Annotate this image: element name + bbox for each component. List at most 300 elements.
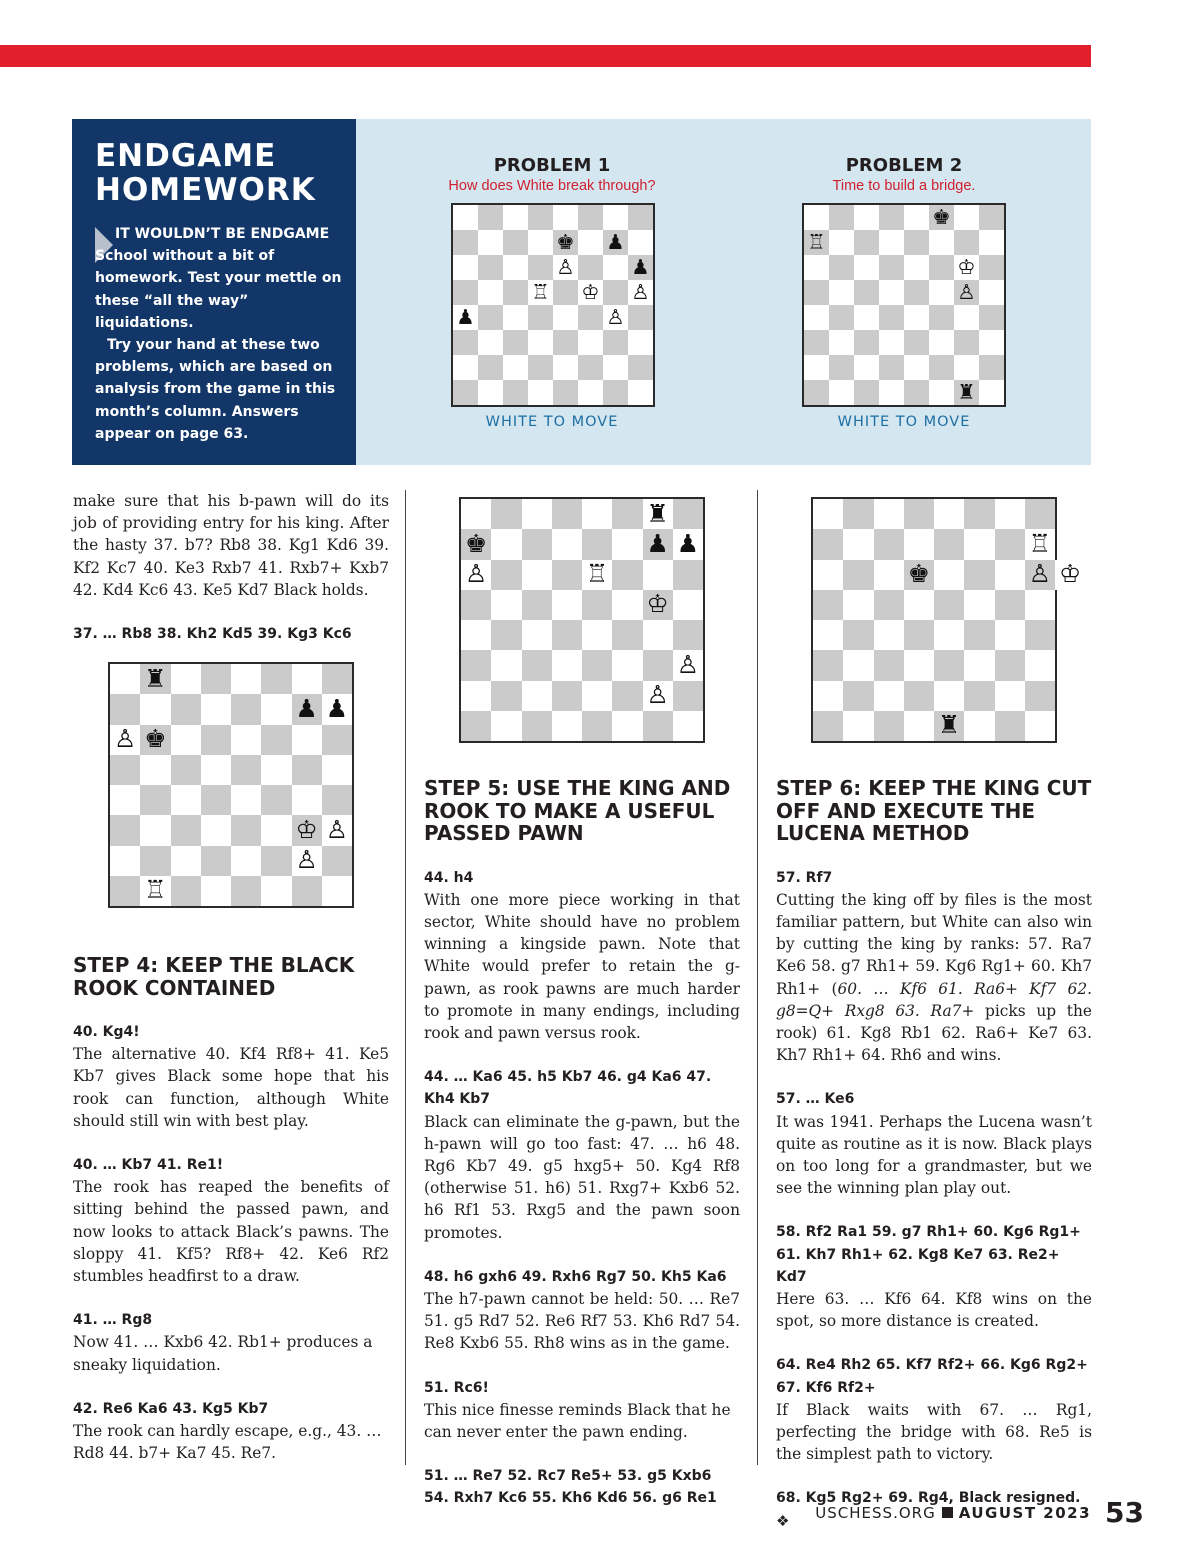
board-square — [904, 230, 929, 255]
board-square — [904, 560, 934, 590]
white-king-icon: ♔ — [957, 255, 976, 280]
board-square — [979, 380, 1004, 405]
board-square — [552, 620, 582, 650]
col3-text-63: Here 63. … Kf6 64. Kf8 wins on the spot, so more distance is created. — [776, 1289, 1092, 1331]
board-square — [854, 280, 879, 305]
board-square — [261, 664, 291, 694]
col1-text-40: The alternative 40. Kf4 Rf8+ 41. Ke5 Kb7 gives Black some hope that his rook can function, although White should still win with best play. — [73, 1045, 389, 1130]
board-square — [171, 785, 201, 815]
col3-move-57: 57. Rf7 — [776, 869, 833, 886]
black-rook-icon: ♜ — [646, 498, 669, 528]
board-square — [964, 620, 994, 650]
board-square — [553, 305, 578, 330]
black-pawn-icon: ♟ — [295, 693, 318, 723]
board-square — [954, 255, 979, 280]
board-square — [854, 205, 879, 230]
board-square — [201, 664, 231, 694]
board-square — [201, 785, 231, 815]
board-square — [603, 255, 628, 280]
col2-move-48: 48. h6 gxh6 49. Rxh6 Rg7 50. Kh5 Ka6 — [424, 1268, 727, 1285]
board-square — [292, 725, 322, 755]
board-square — [603, 380, 628, 405]
board-square — [582, 499, 612, 529]
board-square — [201, 815, 231, 845]
board-square — [643, 529, 673, 559]
board-square — [934, 650, 964, 680]
col3-move-58: 58. Rf2 Ra1 59. g7 Rh1+ 60. Kg6 Rg1+ 61. Kh7 Rh1+ 62. Kg8 Ke7 63. Re2+ Kd7 — [776, 1224, 1081, 1285]
board-square — [1025, 650, 1055, 680]
white-king-icon: ♔ — [1059, 559, 1082, 589]
board-square — [804, 230, 829, 255]
board-square — [854, 255, 879, 280]
board-square — [453, 330, 478, 355]
board-square — [995, 529, 1025, 559]
board-square — [934, 529, 964, 559]
board-square — [453, 255, 478, 280]
board-square — [231, 725, 261, 755]
black-rook-icon: ♜ — [938, 710, 961, 740]
problem-2-chessboard — [802, 203, 1006, 407]
board-square — [904, 280, 929, 305]
board-square — [322, 846, 352, 876]
board-square — [503, 355, 528, 380]
column-divider — [757, 490, 758, 1465]
board-square — [603, 355, 628, 380]
board-square — [879, 230, 904, 255]
board-square — [934, 560, 964, 590]
board-square — [954, 230, 979, 255]
board-square — [1025, 499, 1055, 529]
board-square — [110, 785, 140, 815]
board-square — [478, 355, 503, 380]
step-4-heading: STEP 4: KEEP THE BLACK ROOK CONTAINED — [73, 953, 355, 1000]
board-square — [522, 529, 552, 559]
board-square — [140, 694, 170, 724]
article-column-1-lower — [73, 954, 389, 1464]
board-square — [453, 205, 478, 230]
board-square — [578, 280, 603, 305]
problem-2-to-move: WHITE TO MOVE — [837, 414, 971, 430]
board-square — [322, 785, 352, 815]
board-square — [231, 815, 261, 845]
black-pawn-icon: ♟ — [606, 230, 625, 255]
board-square — [292, 846, 322, 876]
board-square — [140, 815, 170, 845]
board-square — [552, 560, 582, 590]
board-square — [612, 590, 642, 620]
board-square — [934, 620, 964, 650]
problem-1-title: PROBLEM 1 — [493, 155, 611, 176]
board-square — [964, 590, 994, 620]
board-square — [261, 725, 291, 755]
problem-1-to-move: WHITE TO MOVE — [485, 414, 619, 430]
board-square — [528, 230, 553, 255]
black-king-icon: ♚ — [465, 528, 488, 558]
board-square — [491, 529, 521, 559]
board-square — [528, 355, 553, 380]
board-square — [904, 330, 929, 355]
white-rook-icon: ♖ — [144, 875, 167, 905]
col3-text-67: If Black waits with 67. … Rg1, perfecting the bridge with 68. Re5 is the simplest path to victory. — [776, 1400, 1092, 1464]
board-square — [528, 305, 553, 330]
board-square — [552, 590, 582, 620]
board-square — [603, 280, 628, 305]
black-pawn-icon: ♟ — [456, 305, 475, 330]
board-square — [522, 590, 552, 620]
board-square — [612, 499, 642, 529]
board-square — [628, 355, 653, 380]
board-square — [110, 694, 140, 724]
board-square — [843, 529, 873, 559]
board-square — [522, 560, 552, 590]
board-square — [461, 499, 491, 529]
board-square — [964, 499, 994, 529]
board-square — [628, 330, 653, 355]
col2-text-47: Black can eliminate the g-pawn, but the h-pawn will go too fast: 47. … h6 48. Rg6 Kb7 49. g5 hxg5+ 50. Kg4 Rf8 (otherwise 51. h6) 51. Rxg7+ Kxb6 52. h6 Rf1 53. Rxg5 and the pawn soon promotes. — [424, 1112, 740, 1242]
col1-move-40b: 40. … Kb7 41. Re1! — [73, 1157, 224, 1174]
white-rook-icon: ♖ — [531, 280, 550, 305]
board-square — [643, 620, 673, 650]
board-square — [804, 255, 829, 280]
board-square — [904, 499, 934, 529]
black-king-icon: ♚ — [907, 559, 930, 589]
board-square — [904, 590, 934, 620]
white-pawn-icon: ♙ — [646, 680, 669, 710]
col3-text-57-italic: 60. … Kf6 61. Ra6+ Kf7 62. g8=Q+ Rxg8 63. Ra7 — [776, 979, 1092, 1020]
white-king-icon: ♔ — [581, 280, 600, 305]
board-square — [929, 330, 954, 355]
board-square — [552, 499, 582, 529]
board-square — [979, 255, 1004, 280]
board-square — [829, 255, 854, 280]
board-square — [578, 380, 603, 405]
board-square — [954, 380, 979, 405]
square-separator-icon — [942, 1507, 953, 1518]
step-5-heading: STEP 5: USE THE KING AND ROOK TO MAKE A USEFUL PASSED PAWN — [424, 776, 731, 845]
top-red-bar — [0, 45, 1091, 67]
col3-text-57-c: + picks up the rook) 61. Kg8 Rb1 62. Ra6+ Ke7 63. Kh7 Rh1+ 64. Rh6 and wins. — [776, 1001, 1092, 1065]
board-square — [292, 694, 322, 724]
board-square — [231, 694, 261, 724]
problem-1-header — [422, 155, 682, 195]
homework-intro-panel — [72, 119, 356, 465]
board-square — [201, 876, 231, 906]
board-square — [979, 230, 1004, 255]
board-square — [171, 815, 201, 845]
board-square — [110, 815, 140, 845]
col1-text-41: The rook has reaped the benefits of sitting behind the passed pawn, and now looks to attack Black’s pawns. The sloppy 41. Kf5? Rf8+ 42. Ke6 Rf2 stumbles headfirst to a draw. — [73, 1178, 389, 1286]
col2-move-51: 51. Rc6! — [424, 1379, 489, 1396]
board-square — [854, 230, 879, 255]
board-square — [628, 205, 653, 230]
white-pawn-icon: ♙ — [295, 845, 318, 875]
white-pawn-icon: ♙ — [1028, 559, 1051, 589]
board-square — [979, 355, 1004, 380]
black-pawn-icon: ♟ — [646, 528, 669, 558]
board-square — [813, 711, 843, 741]
board-square — [612, 620, 642, 650]
board-square — [829, 280, 854, 305]
col1-move-42: 42. Re6 Ka6 43. Kg5 Kb7 — [73, 1400, 269, 1417]
board-square — [904, 205, 929, 230]
board-square — [813, 560, 843, 590]
board-square — [854, 380, 879, 405]
white-pawn-icon: ♙ — [556, 255, 575, 280]
board-square — [673, 650, 703, 680]
board-square — [904, 650, 934, 680]
board-square — [292, 785, 322, 815]
board-square — [829, 205, 854, 230]
board-square — [995, 681, 1025, 711]
board-square — [522, 711, 552, 741]
board-square — [804, 330, 829, 355]
problem-1-chessboard — [451, 203, 655, 407]
board-square — [1025, 529, 1055, 559]
board-square — [171, 876, 201, 906]
board-square — [553, 380, 578, 405]
board-square — [292, 664, 322, 694]
board-square — [453, 355, 478, 380]
board-square — [612, 681, 642, 711]
board-square — [929, 380, 954, 405]
board-square — [322, 694, 352, 724]
board-square — [673, 620, 703, 650]
board-square — [843, 711, 873, 741]
board-square — [322, 664, 352, 694]
board-square — [140, 785, 170, 815]
board-square — [612, 711, 642, 741]
col2-text-51: This nice finesse reminds Black that he can never enter the pawn ending. — [424, 1400, 731, 1441]
page-number: 53 — [1105, 1496, 1144, 1529]
white-rook-icon: ♖ — [807, 230, 826, 255]
board-square — [231, 664, 261, 694]
board-square — [582, 560, 612, 590]
board-square — [461, 681, 491, 711]
board-square — [110, 664, 140, 694]
board-square — [528, 205, 553, 230]
col2-text-50: The h7-pawn cannot be held: 50. … Re7 51. g5 Rd7 52. Re6 Rf7 53. Kh6 Rd7 54. Re8 Kxb6 55. Rh8 wins as in the game. — [424, 1289, 740, 1353]
col1-move-40: 40. Kg4! — [73, 1024, 140, 1040]
board-square — [491, 711, 521, 741]
black-pawn-icon: ♟ — [631, 255, 650, 280]
page-footer — [815, 1496, 1144, 1529]
problem-2-subtitle: Time to build a bridge. — [832, 178, 976, 194]
board-square — [612, 560, 642, 590]
board-square — [843, 590, 873, 620]
board-square — [843, 499, 873, 529]
article-column-3 — [776, 777, 1092, 1533]
board-square — [553, 205, 578, 230]
board-square — [140, 846, 170, 876]
board-square — [603, 330, 628, 355]
board-square — [904, 380, 929, 405]
board-square — [804, 305, 829, 330]
board-square — [461, 590, 491, 620]
board-square — [964, 560, 994, 590]
board-square — [582, 590, 612, 620]
board-square — [954, 205, 979, 230]
board-square — [322, 725, 352, 755]
board-square — [673, 560, 703, 590]
board-square — [522, 620, 552, 650]
board-square — [231, 785, 261, 815]
board-square — [995, 620, 1025, 650]
col1-text-43: The rook can hardly escape, e.g., 43. … Rd8 44. b7+ Ka7 45. Re7. — [73, 1422, 382, 1463]
board-square — [964, 650, 994, 680]
col2-text-44: With one more piece working in that sector, White should have no problem winning a kingside pawn. Note that White would prefer to retain the g-pawn, as rook pawns are much harder to promote in many endings, including rook and pawn versus rook. — [424, 890, 740, 1042]
col3-text-1941: It was 1941. Perhaps the Lucena wasn’t quite as routine as it is now. Black plays on too long for a grandmaster, but we see the winning plan play out. — [776, 1112, 1092, 1198]
board-square — [934, 590, 964, 620]
board-square — [110, 725, 140, 755]
problem-2-header — [774, 155, 1034, 195]
board-square — [929, 280, 954, 305]
homework-body-p1: IT WOULDN’T BE ENDGAME School without a bit of homework. Test your mettle on these “all the way” liquidations. — [95, 226, 342, 331]
board-square — [578, 355, 603, 380]
board-square — [643, 711, 673, 741]
black-rook-icon: ♜ — [144, 663, 167, 693]
board-square — [522, 650, 552, 680]
board-square — [964, 681, 994, 711]
black-king-icon: ♚ — [556, 230, 575, 255]
board-square — [261, 755, 291, 785]
problem-2-title: PROBLEM 2 — [845, 155, 963, 176]
board-square — [322, 815, 352, 845]
board-square — [643, 560, 673, 590]
board-square — [453, 280, 478, 305]
white-pawn-icon: ♙ — [676, 649, 699, 679]
board-square — [934, 681, 964, 711]
board-square — [603, 205, 628, 230]
board-square — [904, 681, 934, 711]
diagram-step-6 — [811, 497, 1082, 743]
col3-text-57 — [776, 889, 1092, 1067]
board-square — [1025, 711, 1055, 741]
white-king-icon: ♔ — [646, 589, 669, 619]
board-square — [804, 380, 829, 405]
board-square — [461, 650, 491, 680]
board-square — [552, 711, 582, 741]
board-square — [503, 255, 528, 280]
board-square — [261, 694, 291, 724]
white-pawn-icon: ♙ — [325, 814, 348, 844]
board-square — [954, 355, 979, 380]
board-square — [110, 876, 140, 906]
board-square — [904, 529, 934, 559]
board-square — [171, 694, 201, 724]
board-square — [934, 499, 964, 529]
board-square — [140, 755, 170, 785]
board-square — [110, 846, 140, 876]
board-square — [829, 355, 854, 380]
board-square — [503, 380, 528, 405]
board-square — [854, 330, 879, 355]
board-square — [201, 846, 231, 876]
board-square — [854, 305, 879, 330]
white-pawn-icon: ♙ — [465, 559, 488, 589]
board-square — [995, 560, 1025, 590]
board-square — [879, 330, 904, 355]
board-square — [934, 711, 964, 741]
board-square — [964, 711, 994, 741]
board-square — [261, 785, 291, 815]
board-square — [201, 755, 231, 785]
board-square — [904, 711, 934, 741]
board-square — [673, 711, 703, 741]
board-square — [854, 355, 879, 380]
board-square — [231, 755, 261, 785]
board-square — [673, 529, 703, 559]
board-square — [979, 205, 1004, 230]
board-square — [813, 590, 843, 620]
board-square — [1025, 620, 1055, 650]
board-square — [491, 681, 521, 711]
board-square — [491, 499, 521, 529]
board-square — [904, 255, 929, 280]
board-square — [292, 755, 322, 785]
board-square — [292, 815, 322, 845]
board-square — [813, 529, 843, 559]
board-square — [552, 681, 582, 711]
board-square — [461, 620, 491, 650]
board-square — [1025, 681, 1055, 711]
article-column-1 — [73, 490, 389, 645]
board-square — [643, 590, 673, 620]
board-square — [140, 725, 170, 755]
board-square — [879, 355, 904, 380]
board-square — [553, 330, 578, 355]
col1-move-37: 37. … Rb8 38. Kh2 Kd5 39. Kg3 Kc6 — [73, 626, 352, 643]
board-square — [813, 650, 843, 680]
board-square — [528, 280, 553, 305]
board-square — [929, 305, 954, 330]
board-square — [503, 305, 528, 330]
board-square — [879, 380, 904, 405]
board-square — [612, 529, 642, 559]
board-square — [843, 681, 873, 711]
board-square — [491, 650, 521, 680]
board-square — [292, 876, 322, 906]
board-square — [673, 681, 703, 711]
board-square — [964, 529, 994, 559]
board-square — [553, 280, 578, 305]
board-square — [804, 205, 829, 230]
board-square — [628, 305, 653, 330]
board-square — [874, 560, 904, 590]
black-rook-icon: ♜ — [957, 380, 976, 405]
board-square — [528, 255, 553, 280]
col1-move-41: 41. … Rg8 — [73, 1312, 153, 1329]
board-square — [261, 876, 291, 906]
board-square — [929, 255, 954, 280]
board-square — [643, 650, 673, 680]
col2-move-51b: 51. … Re7 52. Rc7 Re5+ 53. g5 Kxb6 54. Rxh7 Kc6 55. Kh6 Kd6 56. g6 Re1 — [424, 1468, 717, 1507]
board-square — [578, 255, 603, 280]
board-square — [261, 815, 291, 845]
board-square — [503, 230, 528, 255]
black-king-icon: ♚ — [932, 205, 951, 230]
footer-site: USCHESS.ORG — [815, 1503, 936, 1522]
board-square — [1025, 590, 1055, 620]
board-square — [478, 380, 503, 405]
board-square — [904, 305, 929, 330]
black-pawn-icon: ♟ — [325, 693, 348, 723]
board-square — [612, 650, 642, 680]
board-square — [603, 230, 628, 255]
board-square — [979, 280, 1004, 305]
board-square — [201, 694, 231, 724]
board-square — [643, 499, 673, 529]
board-square — [829, 330, 854, 355]
